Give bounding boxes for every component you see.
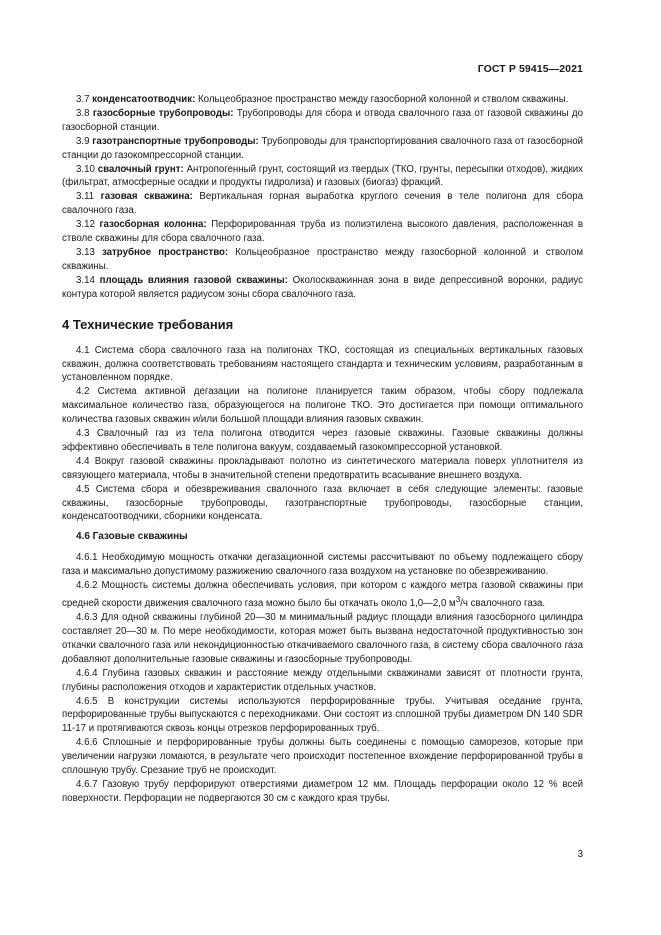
page-number: 3 <box>577 849 583 860</box>
definition-3-9 <box>62 135 583 163</box>
definition-3-10 <box>62 163 583 191</box>
definition-term: площадь влияния газовой скважины: <box>99 274 288 286</box>
paragraph-4-6-2 <box>62 579 583 611</box>
section-heading: 4 Технические требования <box>62 316 234 332</box>
definition-text: Трубопроводы для сбора и отвода свалочного газа от газовой скважины до газосборной станции. <box>62 107 583 133</box>
definition-number: 3.8 <box>76 107 90 119</box>
definition-term: газосборные трубопроводы: <box>92 107 234 119</box>
definition-text: Антропогенный грунт, состоящий из твердых (ТКО, грунты, пересыпки отходов), жидких (фильтрат, атмосферные осадки и продукты гидролиза) и газовых (биогаз) фракций. <box>62 163 583 189</box>
definition-number: 3.12 <box>76 219 95 231</box>
definition-3-14 <box>62 274 583 302</box>
document-standard-id: ГОСТ Р 59415—2021 <box>477 63 583 75</box>
definition-term: свалочный грунт: <box>97 163 184 175</box>
paragraph-4-5: 4.5 Система сбора и обезвреживания свалочного газа включает в себя следующие элементы: газовые скважины, газосборные трубопроводы, газотранспортные трубопроводы, газосборные станции, конденсатоотводчики, сборники конденсата. <box>62 483 583 523</box>
definition-3-11 <box>62 190 583 218</box>
subsection-heading: 4.6 Газовые скважины <box>76 531 188 543</box>
definition-term: газотранспортные трубопроводы: <box>92 135 259 147</box>
definition-term: конденсатоотводчик: <box>92 94 196 105</box>
definition-text: Околоскважинная зона в виде депрессивной воронки, радиус контура которой является радиусом зоны сбора свалочного газа. <box>62 274 583 300</box>
definition-text: Перфорированная труба из полиэтилена высокого давления, расположенная в стволе скважины для сбора свалочного газа. <box>62 219 583 245</box>
paragraph-4-6-1: 4.6.1 Необходимую мощность откачки дегазационной системы рассчитывают по объему подлежащего сбору газа и максимально допустимому разжижению свалочного газа воздухом на установке по обезвреживанию. <box>62 552 583 578</box>
definition-term: газосборная колонна: <box>99 219 207 231</box>
definition-term: газовая скважина: <box>100 191 193 203</box>
paragraph-4-6-7: 4.6.7 Газовую трубу перфорируют отверстиями диаметром 12 мм. Площадь перфорации около 12 % всей поверхности. Перфорации не подвергаются 30 см с каждого края трубы. <box>62 779 583 804</box>
paragraph-4-6-5: 4.6.5 В конструкции системы используются перфорированные трубы. Учитывая оседание грунта, перфорированные трубы выпускаются с переходниками. Они состоят из сплошной трубы диаметром DN 140 SDR 11-17 и протягиваются сквозь концы отрезков перфорированных труб. <box>62 695 583 735</box>
superscript: 3 <box>455 595 461 604</box>
paragraph-4-6-4: 4.6.4 Глубина газовых скважин и расстояние между отдельными скважинами зависят от плотности грунта, глубины расположения отходов и характеристик отдельных участков. <box>62 667 583 693</box>
definition-number: 3.9 <box>76 135 90 147</box>
definition-3-7 <box>62 93 583 107</box>
definition-3-8 <box>62 107 583 135</box>
definition-number: 3.11 <box>76 191 95 203</box>
definition-text: Кольцеобразное пространство между газосборной колонной и стволом скважины. <box>62 246 583 272</box>
paragraph-text: 4.6.2 Мощность системы должна обеспечивать условия, при котором с каждого метра газовой скважины при средней скорости движения свалочного газа можно было бы откачать около 1,0—2,0 м <box>62 580 583 610</box>
definition-number: 3.14 <box>76 274 95 286</box>
paragraph-4-3: 4.3 Свалочный газ из тела полигона отводится через газовые скважины. Газовые скважины должны эффективно обеспечивать в теле полигона вакуум, создаваемый газокомпрессорной установкой. <box>62 428 583 453</box>
paragraph-4-6-3: 4.6.3 Для одной скважины глубиной 20—30 м минимальный радиус площади влияния газосборного цилиндра составляет 20—30 м. По мере необходимости, которая может быть вызвана недостаточной продуктивностью зон откачки свалочного газа или некондиционностью откачиваемого свалочного газа, в систему сбора свалочного газа добавляют дополнительные газовые скважины и газосборные трубопроводы. <box>62 612 583 665</box>
paragraph-4-4: 4.4 Вокруг газовой скважины прокладывают полотно из синтетического материала поверх уплотнителя из связующего материала, чтобы в значительной степени предотвратить всасывание внешнего воздуха. <box>62 455 583 481</box>
definition-number: 3.10 <box>76 163 95 175</box>
definition-text: Вертикальная горная выработка круглого сечения в теле полигона для сбора свалочного газа. <box>62 191 583 217</box>
paragraph-4-6-6: 4.6.6 Сплошные и перфорированные трубы должны быть соединены с помощью саморезов, которые при увеличении нагрузки ломаются, в результате чего происходит постепенное вхождение перфорированной трубы в сплошную трубу. Срезание труб не происходит. <box>62 737 583 777</box>
definition-text: Трубопроводы для транспортирования свалочного газа от газосборной станции до газокомпрессорной станции. <box>62 135 583 161</box>
paragraph-4-1: 4.1 Система сбора свалочного газа на полигонах ТКО, состоящая из специальных вертикальных газовых скважин, должна соответствовать требованиям настоящего стандарта и техническим условиям, разработанным в установленном порядке. <box>62 344 583 384</box>
paragraph-text: /ч свалочного газа. <box>460 598 546 610</box>
definition-number: 3.7 <box>76 94 90 105</box>
definition-number: 3.13 <box>76 246 95 258</box>
definition-3-12 <box>62 218 583 246</box>
document-body <box>62 93 583 806</box>
paragraph-4-2: 4.2 Система активной дегазации на полигоне планируется таким образом, чтобы сбору подлежала максимальное количество газа, образующегося на полигоне ТКО. Это достигается при помощи оптимального количества газовых скважин и/или большой площади влияния газовых скважин. <box>62 386 583 426</box>
definition-term: затрубное пространство: <box>101 246 229 258</box>
definition-text: Кольцеобразное пространство между газосборной колонной и стволом скважины. <box>198 94 569 105</box>
definition-3-13 <box>62 246 583 274</box>
